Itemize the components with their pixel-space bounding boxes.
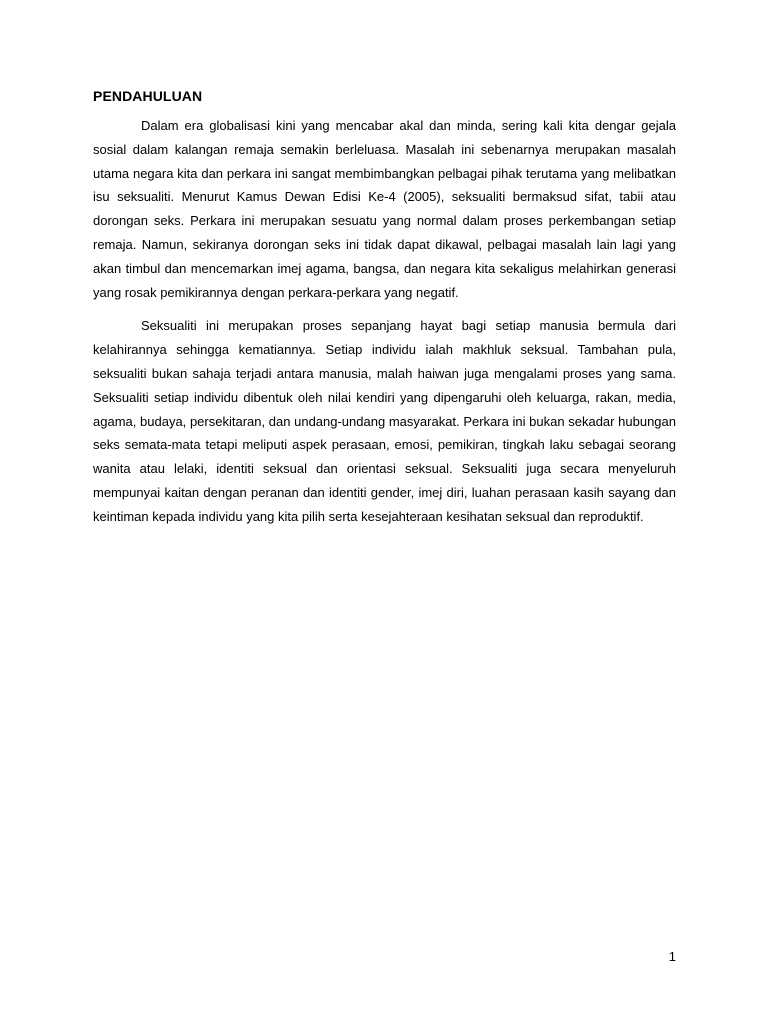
page-number: 1 [668, 949, 676, 964]
document-body [93, 86, 676, 539]
paragraph-1: Dalam era globalisasi kini yang mencabar akal dan minda, sering kali kita dengar gejala sosial dalam kalangan remaja semakin berleluasa. Masalah ini sebenarnya merupakan masalah utama negara kita dan perkara ini sangat membimbangkan pelbagai pihak terutama yang melibatkan isu seksualiti. Menurut Kamus Dewan Edisi Ke-4 (2005), seksualiti bermaksud sifat, tabii atau dorongan seks. Perkara ini merupakan sesuatu yang normal dalam proses perkembangan setiap remaja. Namun, sekiranya dorongan seks ini tidak dapat dikawal, pelbagai masalah lain lagi yang akan timbul dan mencemarkan imej agama, bangsa, dan negara kita sekaligus melahirkan generasi yang rosak pemikirannya dengan perkara-perkara yang negatif. [93, 118, 676, 300]
section-heading: PENDAHULUAN [93, 88, 203, 104]
paragraph-2: Seksualiti ini merupakan proses sepanjang hayat bagi setiap manusia bermula dari kelahirannya sehingga kematiannya. Setiap individu ialah makhluk seksual. Tambahan pula, seksualiti bukan sahaja terjadi antara manusia, malah haiwan juga mengalami proses yang sama. Seksualiti setiap individu dibentuk oleh nilai kendiri yang dipengaruhi oleh keluarga, rakan, media, agama, budaya, persekitaran, dan undang-undang masyarakat. Perkara ini bukan sekadar hubungan seks semata-mata tetapi meliputi aspek perasaan, emosi, pemikiran, tingkah laku sebagai seorang wanita atau lelaki, identiti seksual dan orientasi seksual. Seksualiti juga secara menyeluruh mempunyai kaitan dengan peranan dan identiti gender, imej diri, luahan perasaan kasih sayang dan keintiman kepada individu yang kita pilih serta kesejahteraan kesihatan seksual dan reproduktif. [93, 318, 676, 524]
